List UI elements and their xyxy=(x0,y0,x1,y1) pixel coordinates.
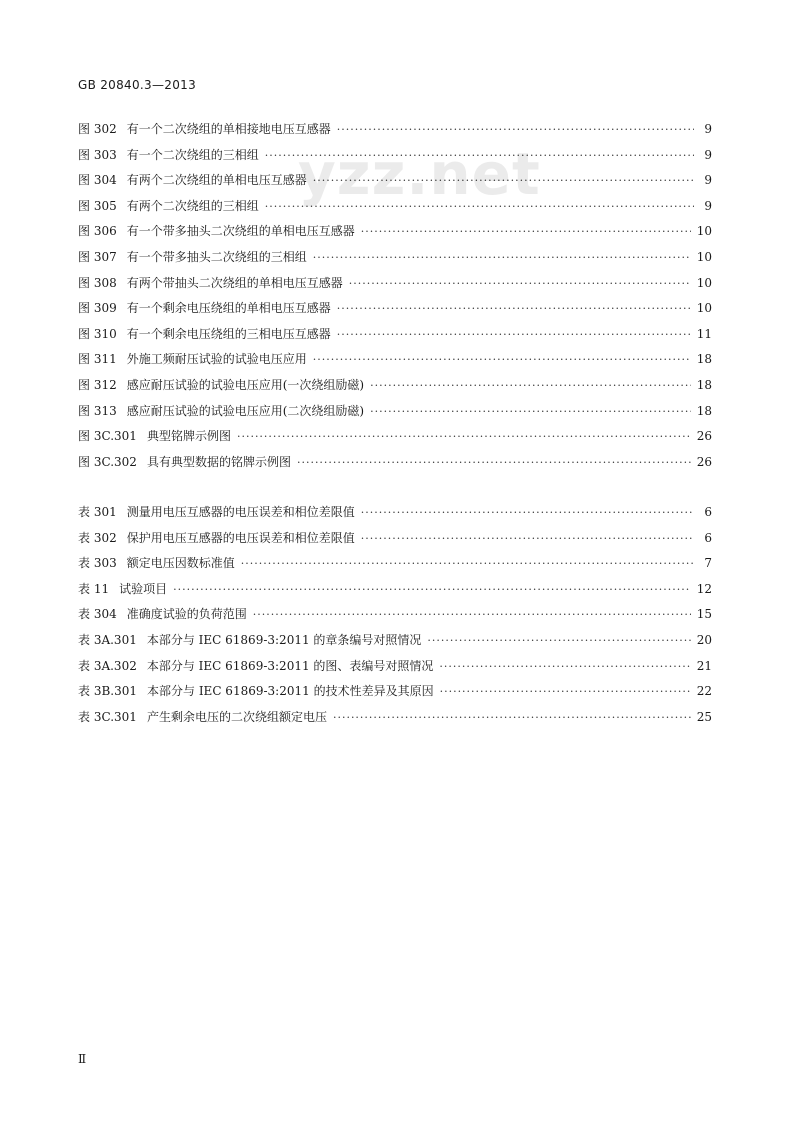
dot-leader xyxy=(333,711,691,724)
entry-number: 图 308 xyxy=(78,275,117,290)
entry-number: 图 307 xyxy=(78,249,117,264)
dot-leader xyxy=(337,123,694,136)
entry-number: 图 310 xyxy=(78,326,117,341)
figure-entry[interactable] xyxy=(78,453,712,479)
entry-page-number: 7 xyxy=(704,556,712,571)
entry-page-number: 18 xyxy=(696,403,712,418)
entry-number: 图 312 xyxy=(78,377,117,392)
entry-number: 表 11 xyxy=(78,581,110,596)
table-entry[interactable] xyxy=(78,631,712,657)
figure-entry[interactable] xyxy=(78,222,712,248)
entry-page-number: 26 xyxy=(696,454,712,469)
entry-page-number: 10 xyxy=(696,301,712,316)
entry-page-number: 15 xyxy=(696,607,712,622)
dot-leader xyxy=(361,225,691,238)
figure-entry[interactable] xyxy=(78,248,712,274)
figure-entry[interactable] xyxy=(78,376,712,402)
entry-page-number: 18 xyxy=(696,352,712,367)
entry-number: 图 306 xyxy=(78,224,117,239)
dot-leader xyxy=(427,634,690,647)
entry-page-number: 12 xyxy=(696,581,712,596)
dot-leader xyxy=(241,557,694,570)
entry-number: 表 3C.301 xyxy=(78,709,137,724)
entry-title: 有一个二次绕组的单相接地电压互感器 xyxy=(126,122,331,136)
entry-page-number: 11 xyxy=(696,326,712,341)
table-entry[interactable] xyxy=(78,657,712,683)
entry-page-number: 6 xyxy=(704,530,712,545)
dot-leader xyxy=(173,583,691,596)
figure-list xyxy=(78,120,712,478)
entry-title: 试验项目 xyxy=(119,581,168,596)
entry-number: 图 304 xyxy=(78,173,117,188)
figure-entry[interactable] xyxy=(78,120,712,146)
table-entry[interactable] xyxy=(78,580,712,606)
table-entry[interactable] xyxy=(78,503,712,529)
figure-entry[interactable] xyxy=(78,402,712,428)
entry-title: 本部分与 IEC 61869-3:2011 的图、表编号对照情况 xyxy=(146,658,434,673)
dot-leader xyxy=(313,174,694,187)
dot-leader xyxy=(265,149,694,162)
entry-number: 图 303 xyxy=(78,147,117,162)
entry-page-number: 6 xyxy=(704,505,712,519)
table-entry[interactable] xyxy=(78,605,712,631)
entry-page-number: 25 xyxy=(696,709,712,724)
entry-page-number: 10 xyxy=(696,249,712,264)
entry-title: 有一个带多抽头二次绕组的单相电压互感器 xyxy=(126,224,355,239)
entry-page-number: 18 xyxy=(696,377,712,392)
entry-number: 表 303 xyxy=(78,556,117,571)
entry-title: 感应耐压试验的试验电压应用(二次绕组励磁) xyxy=(126,403,365,418)
entry-page-number: 9 xyxy=(704,147,712,162)
figure-entry[interactable] xyxy=(78,171,712,197)
entry-number: 图 305 xyxy=(78,198,117,213)
entry-number: 图 311 xyxy=(78,352,117,367)
entry-page-number: 9 xyxy=(704,122,712,136)
entry-page-number: 9 xyxy=(704,173,712,188)
entry-number: 表 301 xyxy=(78,505,117,519)
dot-leader xyxy=(361,532,694,545)
entry-title: 典型铭牌示例图 xyxy=(146,429,231,444)
entry-title: 准确度试验的负荷范围 xyxy=(126,607,247,622)
dot-leader xyxy=(265,200,694,213)
standard-number: GB 20840.3—2013 xyxy=(78,78,197,92)
figure-entry[interactable] xyxy=(78,197,712,223)
entry-page-number: 10 xyxy=(696,275,712,290)
figure-entry[interactable] xyxy=(78,146,712,172)
entry-page-number: 10 xyxy=(696,224,712,239)
dot-leader xyxy=(349,277,691,290)
entry-title: 产生剩余电压的二次绕组额定电压 xyxy=(146,709,327,724)
entry-title: 具有典型数据的铭牌示例图 xyxy=(146,454,291,469)
figure-entry[interactable] xyxy=(78,350,712,376)
entry-number: 图 309 xyxy=(78,301,117,316)
dot-leader xyxy=(337,328,691,341)
table-entry[interactable] xyxy=(78,708,712,734)
dot-leader xyxy=(297,456,691,469)
figure-entry[interactable] xyxy=(78,427,712,453)
entry-title: 额定电压因数标准值 xyxy=(126,556,235,571)
entry-number: 表 302 xyxy=(78,530,117,545)
entry-page-number: 20 xyxy=(696,632,712,647)
dot-leader xyxy=(370,405,691,418)
entry-page-number: 21 xyxy=(696,658,712,673)
entry-title: 感应耐压试验的试验电压应用(一次绕组励磁) xyxy=(126,377,365,392)
entry-title: 外施工频耐压试验的试验电压应用 xyxy=(126,352,307,367)
entry-number: 表 3A.301 xyxy=(78,632,137,647)
entry-title: 有一个剩余电压绕组的三相电压互感器 xyxy=(126,326,331,341)
entry-number: 表 3A.302 xyxy=(78,658,137,673)
dot-leader xyxy=(439,660,690,673)
entry-page-number: 9 xyxy=(704,198,712,213)
entry-number: 表 3B.301 xyxy=(78,684,137,699)
entry-title: 本部分与 IEC 61869-3:2011 的章条编号对照情况 xyxy=(146,632,422,647)
entry-title: 有一个剩余电压绕组的单相电压互感器 xyxy=(126,301,331,316)
dot-leader xyxy=(237,430,691,443)
table-entry[interactable] xyxy=(78,529,712,555)
table-list xyxy=(78,503,712,733)
entry-page-number: 26 xyxy=(696,429,712,444)
entry-title: 有两个二次绕组的三相组 xyxy=(126,198,259,213)
entry-number: 图 3C.302 xyxy=(78,454,137,469)
dot-leader xyxy=(313,353,691,366)
entry-title: 有两个二次绕组的单相电压互感器 xyxy=(126,173,307,188)
dot-leader xyxy=(440,685,691,698)
entry-number: 图 313 xyxy=(78,403,117,418)
figure-entry[interactable] xyxy=(78,274,712,300)
watermark: yzz.net xyxy=(298,140,541,208)
dot-leader xyxy=(361,506,694,519)
entry-title: 有一个带多抽头二次绕组的三相组 xyxy=(126,249,307,264)
dot-leader xyxy=(313,251,691,264)
entry-title: 本部分与 IEC 61869-3:2011 的技术性差异及其原因 xyxy=(147,684,434,699)
dot-leader xyxy=(337,302,691,315)
entry-title: 测量用电压互感器的电压误差和相位差限值 xyxy=(126,505,355,519)
table-entry[interactable] xyxy=(78,682,712,708)
table-entry[interactable] xyxy=(78,554,712,580)
entry-title: 保护用电压互感器的电压误差和相位差限值 xyxy=(126,530,355,545)
dot-leader xyxy=(253,608,691,621)
page-number: Ⅱ xyxy=(78,1052,87,1066)
entry-title: 有一个二次绕组的三相组 xyxy=(126,147,259,162)
figure-entry[interactable] xyxy=(78,299,712,325)
figure-entry[interactable] xyxy=(78,325,712,351)
entry-page-number: 22 xyxy=(696,684,712,699)
entry-number: 表 304 xyxy=(78,607,117,622)
dot-leader xyxy=(370,379,691,392)
entry-title: 有两个带抽头二次绕组的单相电压互感器 xyxy=(126,275,343,290)
entry-number: 图 302 xyxy=(78,122,117,136)
entry-number: 图 3C.301 xyxy=(78,429,137,444)
